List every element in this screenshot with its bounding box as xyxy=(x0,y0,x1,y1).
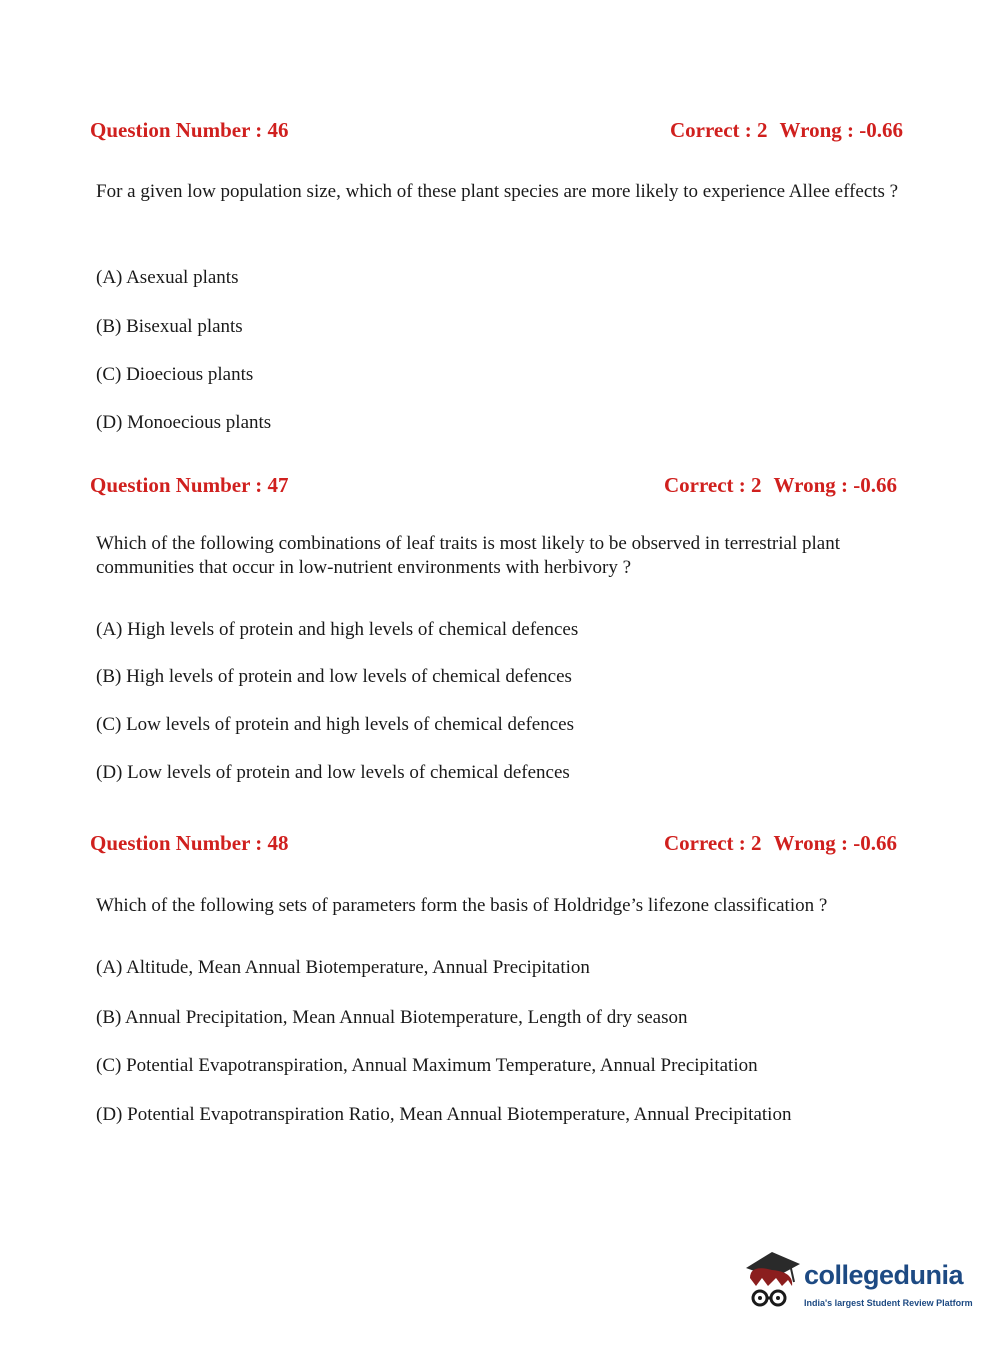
option-a: (A) High levels of protein and high levels of chemical defences xyxy=(96,619,579,640)
question-header-47 xyxy=(90,473,897,498)
option-b: (B) Annual Precipitation, Mean Annual Biotemperature, Length of dry season xyxy=(96,1007,688,1028)
option-c: (C) Low levels of protein and high levels of chemical defences xyxy=(96,714,574,735)
question-number-label: Question Number : 47 xyxy=(90,473,289,497)
option-d: (D) Low levels of protein and low levels of chemical defences xyxy=(96,762,570,783)
question-header-48 xyxy=(90,831,897,856)
option-a: (A) Altitude, Mean Annual Biotemperature, Annual Precipitation xyxy=(96,957,590,978)
marks-info xyxy=(670,118,903,143)
correct-marks: Correct : 2 xyxy=(663,473,762,497)
correct-marks: Correct : 2 xyxy=(663,831,762,855)
wrong-marks: Wrong : -0.66 xyxy=(773,473,897,497)
marks-info xyxy=(664,831,897,856)
option-c: (C) Potential Evapotranspiration, Annual Maximum Temperature, Annual Precipitation xyxy=(96,1055,758,1076)
marks-info xyxy=(664,473,897,498)
wrong-marks: Wrong : -0.66 xyxy=(773,831,897,855)
question-text-47: Which of the following combinations of leaf traits is most likely to be observed in terrestrial plant communities that occur in low-nutrient environments with herbivory ? xyxy=(96,533,840,578)
option-d: (D) Potential Evapotranspiration Ratio, Mean Annual Biotemperature, Annual Precipitation xyxy=(96,1104,792,1125)
question-text-46: For a given low population size, which of these plant species are more likely to experience Allee effects ? xyxy=(96,181,899,202)
collegedunia-logo xyxy=(742,1250,972,1320)
option-b: (B) Bisexual plants xyxy=(96,316,243,337)
question-number-label: Question Number : 48 xyxy=(90,831,289,855)
option-b: (B) High levels of protein and low levels of chemical defences xyxy=(96,666,572,687)
question-text-48: Which of the following sets of parameters form the basis of Holdridge’s lifezone classification ? xyxy=(96,895,828,916)
option-d: (D) Monoecious plants xyxy=(96,412,272,433)
wrong-marks: Wrong : -0.66 xyxy=(779,118,903,142)
question-number-label: Question Number : 46 xyxy=(90,118,289,142)
question-header-46 xyxy=(90,118,903,143)
mascot-icon xyxy=(742,1250,804,1320)
correct-marks: Correct : 2 xyxy=(669,118,768,142)
logo-brand-text: collegedunia xyxy=(804,1260,964,1290)
logo-tagline: India's largest Student Review Platform xyxy=(804,1298,973,1308)
option-c: (C) Dioecious plants xyxy=(96,364,254,385)
option-a: (A) Asexual plants xyxy=(96,267,239,288)
